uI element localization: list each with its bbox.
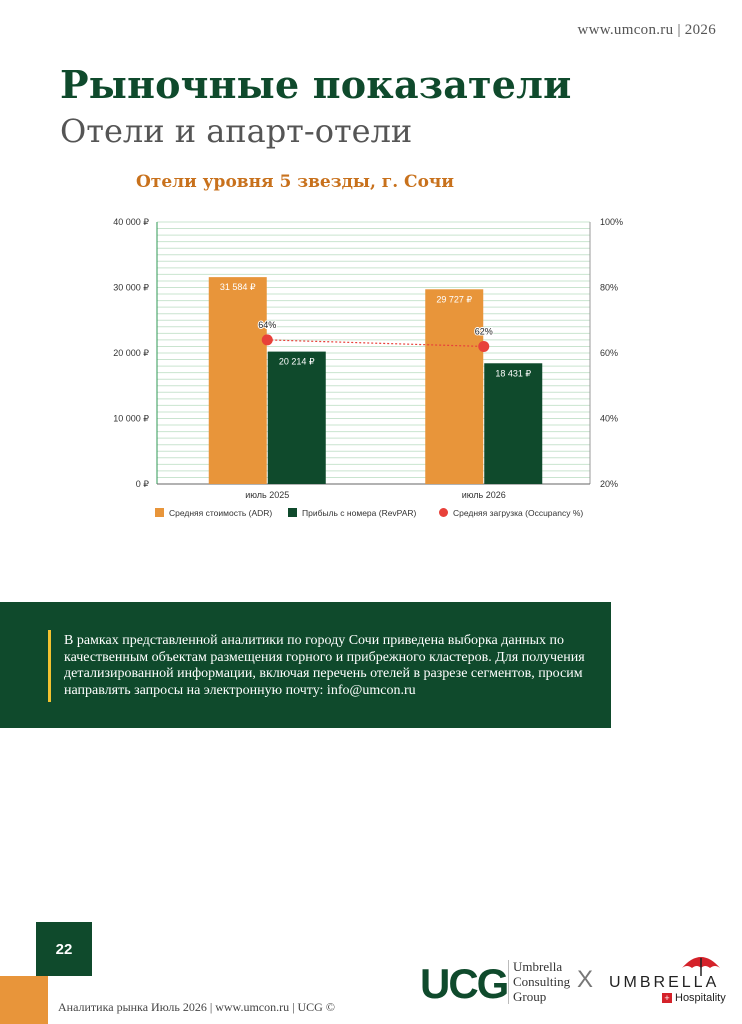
ucg-name-line-2: Consulting [513, 974, 571, 989]
ucg-name [513, 959, 570, 1004]
umbrella-logo-text: UMBRELLA [609, 974, 720, 991]
partnership-cross: X [577, 966, 594, 993]
legend-swatch [288, 508, 297, 517]
logo-divider [508, 960, 509, 1004]
y-left-tick-label: 0 ₽ [135, 479, 149, 489]
y-right-tick-label: 40% [600, 413, 619, 424]
footer-text: Аналитика рынка Июль 2026 | www.umcon.ru | UCG © [58, 1000, 335, 1014]
bar-data-label: 29 727 ₽ [436, 294, 473, 305]
bar-data-label: 31 584 ₽ [219, 282, 256, 293]
swiss-cross-icon: + [662, 993, 672, 1003]
hospitality-label [662, 992, 726, 1004]
hospitality-text: Hospitality [675, 992, 726, 1004]
y-right-tick-label: 80% [600, 282, 619, 293]
info-accent-bar [48, 630, 51, 702]
chart [0, 205, 742, 535]
ucg-logo [420, 956, 512, 1006]
y-right-tick-label: 100% [600, 217, 624, 227]
legend-label: Средняя стоимость (ADR) [169, 508, 273, 518]
occupancy-data-label: 64% [258, 319, 277, 330]
occupancy-data-label: 62% [474, 326, 493, 337]
legend-label: Прибыль с номера (RevPAR) [302, 508, 417, 518]
ucg-name-line-1: Umbrella [513, 959, 563, 974]
legend-swatch [155, 508, 164, 517]
bar-revpar [268, 352, 326, 484]
info-text: В рамках представленной аналитики по городу Сочи приведена выборка данных по качественным объектам размещения горного и прибрежного кластеров. Для получения детализированной информации, включая перечень отелей в разрезе сегментов, просим направлять запросы на электронную почту: info@umcon.ru [64, 633, 585, 698]
y-left-tick-label: 10 000 ₽ [113, 413, 149, 424]
occupancy-point [262, 334, 273, 345]
bar-adr [209, 277, 267, 484]
page-number: 22 [36, 922, 92, 976]
page-title: Рыночные показатели [60, 62, 572, 107]
bar-revpar [484, 363, 542, 484]
y-left-tick-label: 40 000 ₽ [113, 217, 149, 227]
y-left-tick-label: 30 000 ₽ [113, 282, 149, 293]
x-tick-label: июль 2025 [245, 490, 290, 500]
legend-swatch [439, 508, 448, 517]
y-left-tick-label: 20 000 ₽ [113, 348, 149, 358]
ucg-name-line-3: Group [513, 989, 547, 1004]
y-right-tick-label: 20% [600, 479, 619, 489]
bar-adr [425, 289, 483, 484]
chart-title: Отели уровня 5 звезды, г. Сочи [136, 172, 454, 192]
ucg-logo-text: UCG [420, 960, 508, 1006]
occupancy-point [478, 341, 489, 352]
header-url: www.umcon.ru | 2026 [577, 22, 716, 38]
umbrella-icon [680, 952, 722, 978]
page-subtitle: Отели и апарт-отели [60, 112, 413, 150]
bar-data-label: 20 214 ₽ [278, 356, 315, 367]
footer-accent-block [0, 976, 48, 1024]
y-right-tick-label: 60% [600, 348, 619, 358]
legend-label: Средняя загрузка (Occupancy %) [453, 508, 584, 518]
x-tick-label: июль 2026 [461, 490, 506, 500]
bar-data-label: 18 431 ₽ [495, 368, 532, 379]
info-box [0, 602, 611, 728]
